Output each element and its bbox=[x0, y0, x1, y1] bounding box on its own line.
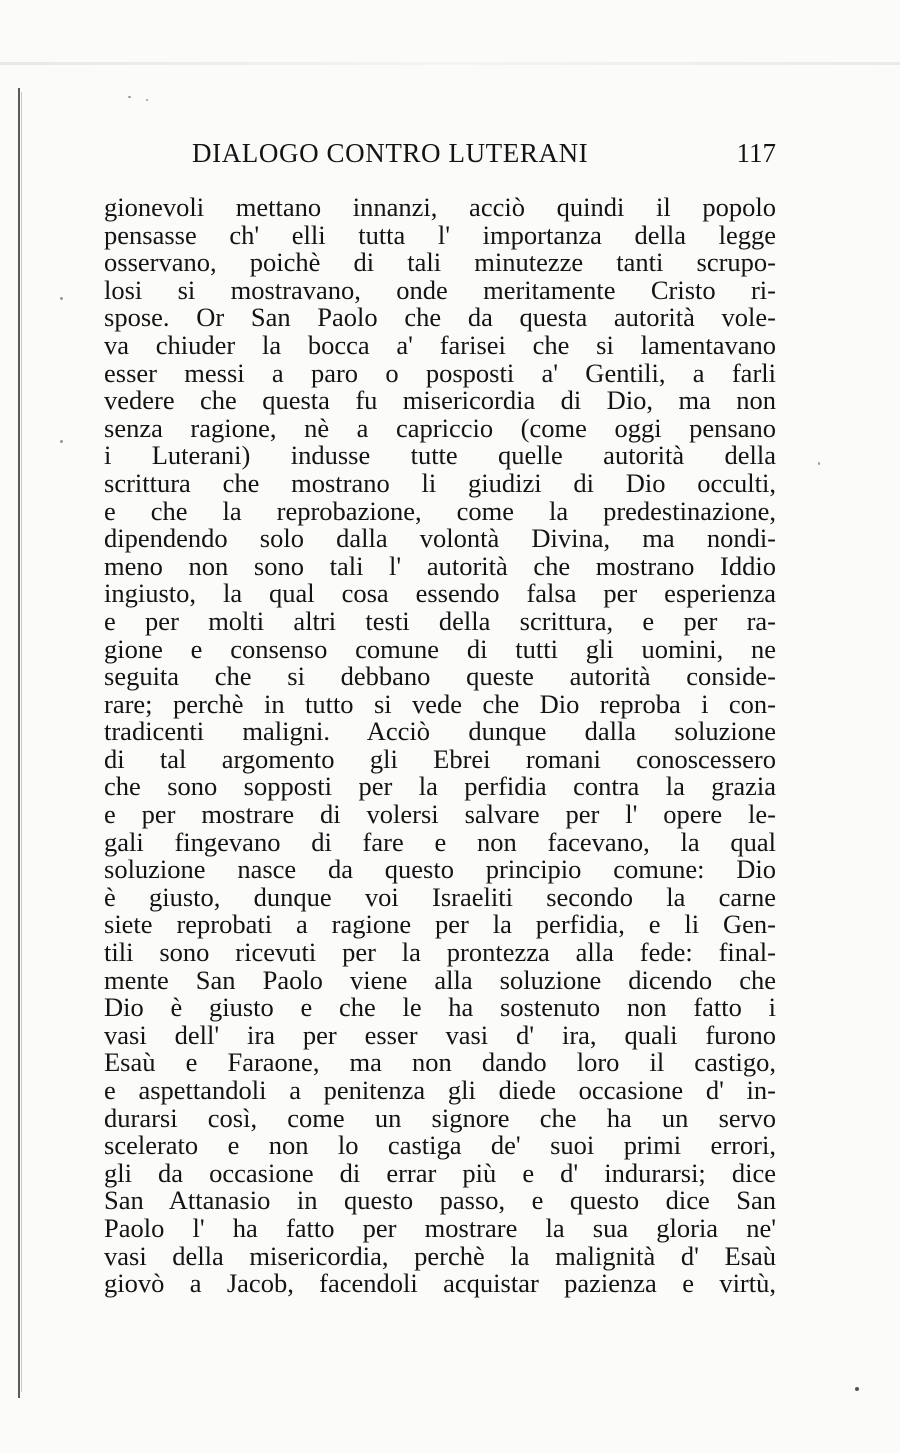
page-number: 117 bbox=[736, 138, 776, 168]
text-line: esser messi a paro o posposti a' Gentili, a farli bbox=[104, 357, 776, 388]
text-line: vedere che questa fu misericordia di Dio, ma non bbox=[104, 385, 776, 416]
scan-border bbox=[0, 62, 900, 65]
text-line: ingiusto, la qual cosa essendo falsa per esperienza bbox=[104, 578, 776, 609]
text-line: spose. Or San Paolo che da questa autorità vole- bbox=[104, 302, 776, 333]
text-line: e aspettandoli a penitenza gli diede occasione d' in- bbox=[104, 1075, 776, 1105]
text-line: tradicenti maligni. Acciò dunque dalla soluzione bbox=[104, 716, 776, 747]
text-line: losi si mostravano, onde meritamente Cristo ri- bbox=[104, 274, 776, 305]
text-line: durarsi così, come un signore che ha un servo bbox=[104, 1102, 776, 1133]
text-line: gione e consenso comune di tutti gli uomini, ne bbox=[104, 633, 776, 664]
text-line: è giusto, dunque voi Israeliti secondo la carne bbox=[104, 881, 776, 912]
text-line: che sono sopposti per la perfidia contra la grazia bbox=[104, 771, 776, 802]
text-line: rare; perchè in tutto si vede che Dio reproba i con- bbox=[104, 688, 776, 719]
text-line: Dio è giusto e che le ha sostenuto non fatto i bbox=[104, 992, 776, 1023]
scan-speck bbox=[128, 96, 131, 98]
text-line: soluzione nasce da questo principio comune: Dio bbox=[104, 854, 776, 885]
scan-speck bbox=[146, 99, 148, 101]
text-line: e per molti altri testi della scrittura, e per ra- bbox=[104, 605, 776, 636]
text-line: tili sono ricevuti per la prontezza alla fede: final- bbox=[104, 937, 776, 968]
text-line: e per mostrare di volersi salvare per l' opere le- bbox=[104, 799, 776, 830]
text-line: Esaù e Faraone, ma non dando loro il castigo, bbox=[104, 1047, 776, 1078]
page-binding-edge bbox=[18, 88, 20, 1398]
scan-speck bbox=[60, 297, 63, 300]
text-line: gali fingevano di fare e non facevano, la qual bbox=[104, 826, 776, 857]
text-line: senza ragione, nè a capriccio (come oggi pensano bbox=[104, 412, 776, 443]
text-line: di tal argomento gli Ebrei romani conoscessero bbox=[104, 743, 776, 774]
scan-speck bbox=[855, 1387, 859, 1391]
text-line: vasi dell' ira per esser vasi d' ira, quali furono bbox=[104, 1019, 776, 1050]
text-line: va chiuder la bocca a' farisei che si lamentavano bbox=[104, 329, 776, 360]
text-line: i Luterani) indusse tutte quelle autorità della bbox=[104, 440, 776, 471]
scan-speck bbox=[60, 440, 63, 443]
text-line: Paolo l' ha fatto per mostrare la sua gloria ne' bbox=[104, 1212, 776, 1243]
running-title: DIALOGO CONTRO LUTERANI bbox=[192, 138, 589, 168]
text-line: e che la reprobazione, come la predestinazione, bbox=[104, 495, 776, 526]
text-line: seguita che si debbano queste autorità conside- bbox=[104, 661, 776, 692]
text-line: meno non sono tali l' autorità che mostrano Iddio bbox=[104, 550, 776, 581]
text-line: giovò a Jacob, facendoli acquistar pazienza e virtù, bbox=[104, 1268, 776, 1299]
body-text bbox=[104, 194, 776, 1298]
page-binding-shadow bbox=[21, 92, 22, 1392]
text-line: siete reprobati a ragione per la perfidia, e li Gen- bbox=[104, 909, 776, 940]
page-header bbox=[104, 138, 776, 172]
text-line: mente San Paolo viene alla soluzione dicendo che bbox=[104, 964, 776, 995]
text-line: scrittura che mostrano li giudizi di Dio occulti, bbox=[104, 467, 776, 498]
text-line: gli da occasione di errar più e d' indurarsi; dice bbox=[104, 1157, 776, 1188]
text-line: scelerato e non lo castiga de' suoi primi errori, bbox=[104, 1130, 776, 1161]
text-line: osservano, poichè di tali minutezze tanti scrupo- bbox=[104, 247, 776, 278]
text-line: pensasse ch' elli tutta l' importanza della legge bbox=[104, 219, 776, 250]
text-line: vasi della misericordia, perchè la malignità d' Esaù bbox=[104, 1240, 776, 1271]
text-line: gionevoli mettano innanzi, acciò quindi il popolo bbox=[104, 192, 776, 222]
text-line: San Attanasio in questo passo, e questo dice San bbox=[104, 1185, 776, 1216]
text-line: dipendendo solo dalla volontà Divina, ma nondi- bbox=[104, 523, 776, 554]
scan-speck bbox=[818, 462, 820, 465]
